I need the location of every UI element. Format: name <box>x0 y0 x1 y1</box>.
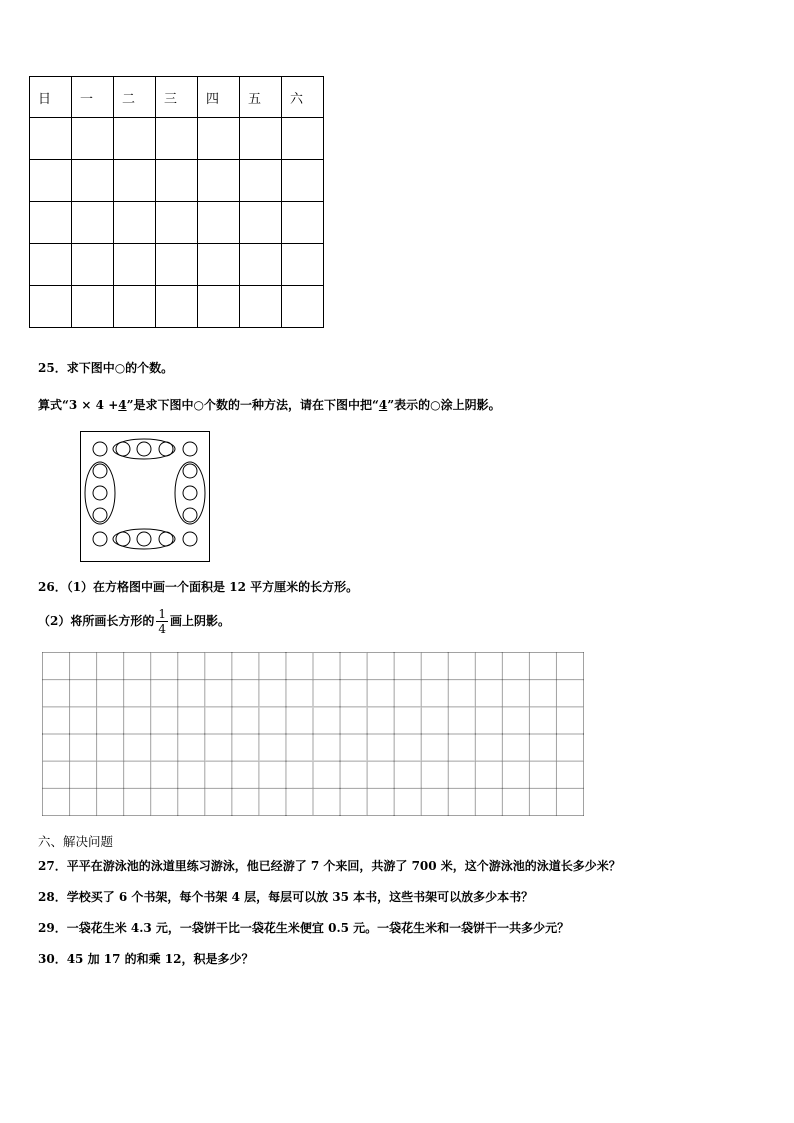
question-28 <box>38 888 533 905</box>
figure-frame <box>81 432 210 562</box>
calendar-cell <box>240 286 282 328</box>
circle <box>93 464 107 478</box>
calendar-cell <box>114 118 156 160</box>
q26-line2 <box>38 603 230 639</box>
question-30 <box>38 950 254 967</box>
calendar-cell <box>198 118 240 160</box>
circle <box>183 442 197 456</box>
calendar-row <box>30 286 324 328</box>
calendar-cell <box>240 118 282 160</box>
calendar-header-tue: 二 <box>114 77 156 118</box>
circle <box>137 532 151 546</box>
calendar-header-sat: 六 <box>282 77 324 118</box>
calendar-cell <box>282 244 324 286</box>
calendar-cell <box>198 160 240 202</box>
calendar-cell <box>30 286 72 328</box>
calendar-cell <box>240 160 282 202</box>
q25-line2-pre: 算式“3 × 4 + <box>38 398 119 412</box>
calendar-cell <box>72 118 114 160</box>
calendar-cell <box>282 202 324 244</box>
calendar-cell <box>156 160 198 202</box>
calendar-cell <box>156 118 198 160</box>
fraction-denominator: 4 <box>158 622 166 636</box>
calendar-cell <box>114 160 156 202</box>
q25-line1 <box>38 359 173 376</box>
q26-line2-post: 画上阴影。 <box>170 614 231 628</box>
calendar-row <box>30 244 324 286</box>
q25-line2-post: ”表示的○涂上阴影。 <box>387 398 501 412</box>
calendar-header-row <box>30 77 324 118</box>
calendar-header-thu: 四 <box>198 77 240 118</box>
calendar-cell <box>198 202 240 244</box>
calendar-row <box>30 160 324 202</box>
calendar-cell <box>198 244 240 286</box>
right-group-ellipse <box>175 462 205 524</box>
fraction-numerator: 1 <box>158 607 166 621</box>
circle <box>183 464 197 478</box>
calendar-cell <box>30 118 72 160</box>
calendar-cell <box>282 160 324 202</box>
calendar-body <box>30 118 324 328</box>
left-group-ellipse <box>85 462 115 524</box>
circles-figure <box>80 431 210 562</box>
question-29-text: 29．一袋花生米 4.3 元，一袋饼干比一袋花生米便宜 0.5 元。一袋花生米和一袋饼干一共多少元？ <box>38 921 570 935</box>
circle <box>137 442 151 456</box>
calendar-cell <box>282 286 324 328</box>
calendar-header-wed: 三 <box>156 77 198 118</box>
circle <box>183 508 197 522</box>
calendar-cell <box>156 286 198 328</box>
square-grid <box>42 652 584 816</box>
calendar-cell <box>114 286 156 328</box>
grid-lines <box>43 653 584 816</box>
calendar-cell <box>114 244 156 286</box>
calendar-cell <box>30 202 72 244</box>
calendar-cell <box>198 286 240 328</box>
circle <box>183 486 197 500</box>
question-29 <box>38 919 569 936</box>
calendar-header-mon: 一 <box>72 77 114 118</box>
calendar-cell <box>240 244 282 286</box>
circle <box>93 508 107 522</box>
fraction <box>156 608 168 635</box>
calendar-cell <box>30 244 72 286</box>
calendar-row <box>30 118 324 160</box>
calendar-header-sun: 日 <box>30 77 72 118</box>
calendar-cell <box>72 202 114 244</box>
q25-line2-underlined: 4 <box>118 398 127 412</box>
q26-line2-pre: （2）将所画长方形的 <box>38 614 155 628</box>
calendar-row <box>30 202 324 244</box>
circle <box>116 442 130 456</box>
calendar-cell <box>240 202 282 244</box>
calendar-table <box>29 76 324 328</box>
q26-line1-text: 26．（1）在方格图中画一个面积是 12 平方厘米的长方形。 <box>38 580 359 594</box>
question-30-text: 30．45 加 17 的和乘 12，积是多少？ <box>38 952 254 966</box>
calendar-cell <box>72 160 114 202</box>
question-27-text: 27．平平在游泳池的泳道里练习游泳，他已经游了 7 个来回，共游了 700 米，这个游泳池的泳道长多少米？ <box>38 859 621 873</box>
q25-line1-text: 25．求下图中○的个数。 <box>38 361 174 375</box>
calendar-header-fri: 五 <box>240 77 282 118</box>
calendar-cell <box>282 118 324 160</box>
question-28-text: 28．学校买了 6 个书架，每个书架 4 层，每层可以放 35 本书，这些书架可以放多少本书？ <box>38 890 534 904</box>
circle <box>93 532 107 546</box>
question-27 <box>38 857 621 874</box>
circle <box>183 532 197 546</box>
circle <box>93 442 107 456</box>
q26-line1 <box>38 578 358 595</box>
calendar-cell <box>156 244 198 286</box>
calendar-cell <box>72 286 114 328</box>
q25-line2-mid: ”是求下图中○个数的一种方法，请在下图中把“ <box>126 398 379 412</box>
calendar-cell <box>72 244 114 286</box>
q25-line2-underlined-2: 4 <box>378 398 388 412</box>
circle <box>116 532 130 546</box>
calendar-cell <box>30 160 72 202</box>
section-6-title: 六、解决问题 <box>38 834 114 849</box>
circle <box>93 486 107 500</box>
calendar-cell <box>114 202 156 244</box>
q25-line2 <box>38 396 501 413</box>
calendar-cell <box>156 202 198 244</box>
